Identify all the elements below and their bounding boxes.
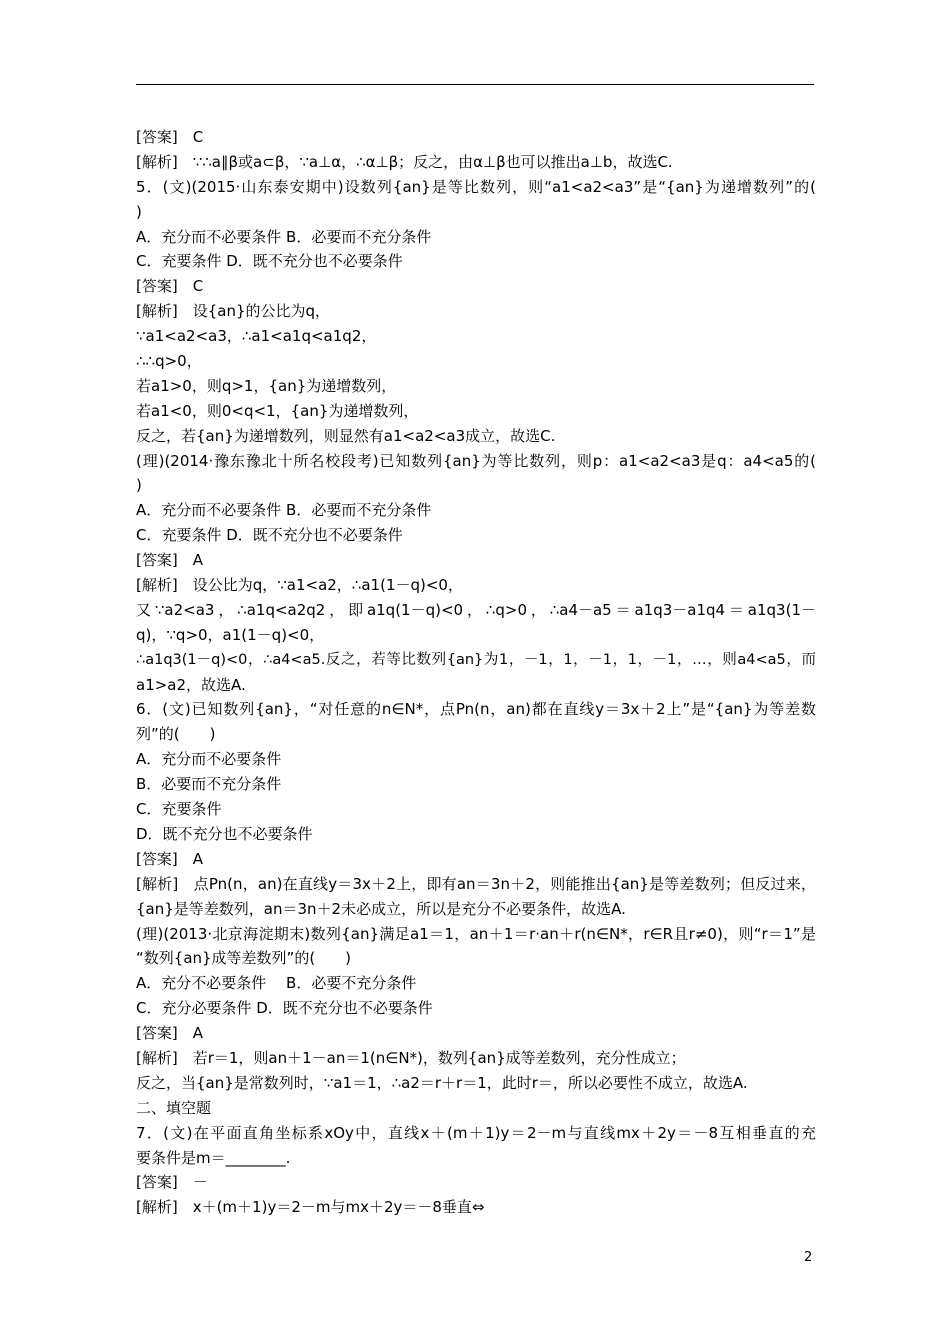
option-line: D．既不充分也不必要条件	[136, 824, 313, 843]
question-6-stem: 6．(文)已知数列{an}，“对任意的n∈N*，点Pn(n，an)都在直线y＝3x＋2上”是“{an}为等差数	[136, 700, 816, 719]
analysis-line: [解析] x＋(m＋1)y＝2－m与mx＋2y＝－8垂直⇔	[136, 1198, 485, 1217]
option-line: B．必要而不充分条件	[136, 775, 282, 794]
option-line: A．充分而不必要条件 B．必要而不充分条件	[136, 501, 432, 520]
question-7-stem-cont: 要条件是m＝________.	[136, 1148, 291, 1167]
option-line: A．充分而不必要条件	[136, 750, 282, 769]
answer-line: [答案] C	[136, 277, 204, 296]
text-line: 又∵a2<a3，∴a1q<a2q2，即a1q(1－q)<0，∴q>0，∴a4－a5＝a1q3－a1q4＝a1q3(1－	[136, 600, 816, 619]
text-line: a1>a2，故选A.	[136, 675, 246, 694]
option-line: A．充分而不必要条件 B．必要而不充分条件	[136, 227, 432, 246]
answer-line: [答案] A	[136, 1024, 203, 1043]
answer-line: [答案] C	[136, 128, 204, 146]
document-body	[136, 125, 816, 1220]
text-line: 若a1>0，则q>1，{an}为递增数列，	[136, 376, 397, 395]
text-line: {an}是等差数列，an＝3n＋2未必成立，所以是充分不必要条件，故选A.	[136, 899, 626, 918]
analysis-line: [解析] ∵∴a∥β或a⊂β，∵a⊥α，∴α⊥β；反之，由α⊥β也可以推出a⊥b，故选C.	[136, 152, 673, 171]
page-number: 2	[804, 1250, 813, 1265]
analysis-line: [解析] 点Pn(n，an)在直线y＝3x＋2上，即有an＝3n＋2，则能推出{an}是等差数列；但反过来，	[136, 874, 816, 893]
answer-line: [答案] A	[136, 849, 203, 868]
option-line: C．充要条件 D．既不充分也不必要条件	[136, 526, 403, 545]
text-line: ∵a1<a2<a3，∴a1<a1q<a1q2，	[136, 327, 377, 346]
answer-line: [答案] －	[136, 1173, 208, 1192]
question-7-stem: 7．(文)在平面直角坐标系xOy中，直线x＋(m＋1)y＝2－m与直线mx＋2y＝－8互相垂直的充	[136, 1123, 816, 1142]
question-5-stem: 5．(文)(2015·山东泰安期中)设数列{an}是等比数列，则“a1<a2<a3”是“{an}为递增数列”的(	[136, 177, 816, 196]
question-5-li-stem-cont: )	[136, 476, 142, 495]
question-6-li-stem-cont: “数列{an}成等差数列”的( )	[136, 949, 352, 968]
text-line: 若a1<0，则0<q<1，{an}为递增数列，	[136, 401, 419, 420]
analysis-line: [解析] 若r＝1，则an＋1－an＝1(n∈N*)，数列{an}成等差数列，充分性成立；	[136, 1048, 686, 1067]
text-line: ∴∴q>0，	[136, 352, 202, 371]
answer-line: [答案] A	[136, 551, 203, 570]
question-6-stem-cont: 列”的( )	[136, 725, 216, 744]
option-line: C．充要条件 D．既不充分也不必要条件	[136, 252, 403, 271]
option-line: C．充分必要条件 D．既不充分也不必要条件	[136, 999, 433, 1018]
analysis-line: [解析] 设{an}的公比为q，	[136, 302, 331, 321]
option-line: C．充要条件	[136, 800, 222, 819]
analysis-line: [解析] 设公比为q，∵a1<a2，∴a1(1－q)<0，	[136, 576, 463, 595]
header-rule	[136, 84, 814, 85]
text-line: 反之，当{an}是常数列时，∵a1＝1，∴a2＝r＋r＝1，此时r＝，所以必要性不成立，故选A.	[136, 1073, 748, 1092]
section-heading: 二、填空题	[136, 1098, 212, 1117]
question-5-stem-cont: )	[136, 202, 142, 221]
text-line: ∴a1q3(1－q)<0，∴a4<a5.反之，若等比数列{an}为1，－1，1，－1，1，－1，…，则a4<a5，而	[136, 651, 816, 668]
question-5-li-stem: (理)(2014·豫东豫北十所名校段考)已知数列{an}为等比数列，则p：a1<a2<a3是q：a4<a5的(	[136, 451, 816, 470]
text-line: 反之，若{an}为递增数列，则显然有a1<a2<a3成立，故选C.	[136, 426, 556, 445]
question-6-li-stem: (理)(2013·北京海淀期末)数列{an}满足a1＝1，an＋1＝r·an＋r(n∈N*，r∈R且r≠0)，则“r＝1”是	[136, 924, 816, 943]
option-line: A．充分不必要条件 B．必要不充分条件	[136, 974, 417, 993]
text-line: q)，∵q>0，a1(1－q)<0，	[136, 625, 325, 644]
